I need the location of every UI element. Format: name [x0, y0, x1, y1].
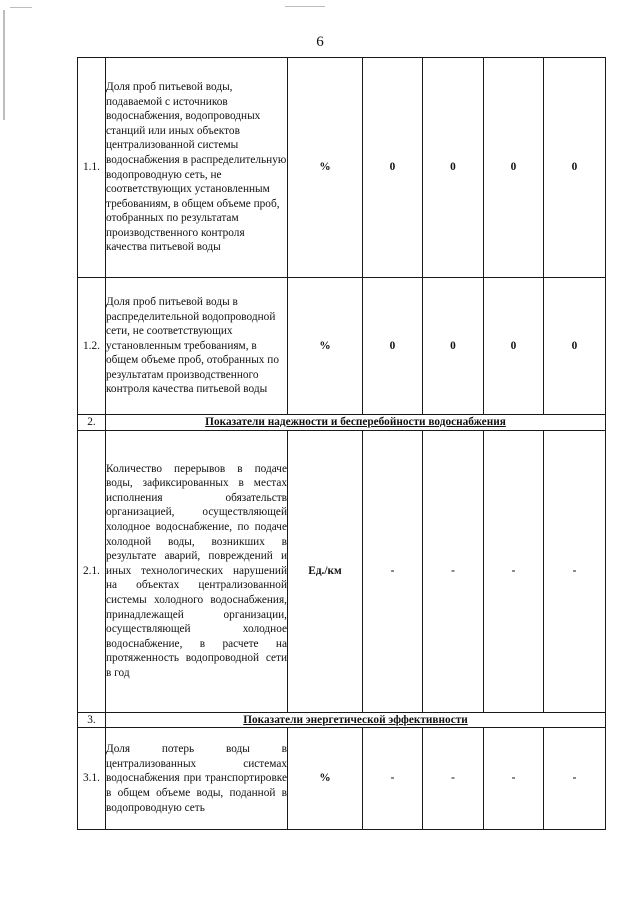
value-cell: 0	[363, 58, 423, 278]
section-number: 3.	[78, 712, 106, 728]
table-row	[78, 430, 606, 712]
indicator-description: Доля потерь воды в централизованных системах водоснабжения при транспортировке в общем объеме воды, поданной в водопроводную сеть	[106, 728, 288, 830]
row-number: 3.1.	[78, 728, 106, 830]
indicator-description: Доля проб питьевой воды в распределительной водопроводной сети, не соответствующих установленным требованиям, в общем объеме проб, отобранных по результатам производственного контроля качества питьевой воды	[106, 278, 288, 415]
table-row	[78, 58, 606, 278]
indicators-table	[77, 57, 606, 830]
page-number: 6	[316, 34, 324, 50]
value-cell: -	[544, 430, 606, 712]
table-row	[78, 278, 606, 415]
value-cell: 0	[544, 58, 606, 278]
value-cell: 0	[423, 278, 484, 415]
value-cell: -	[363, 728, 423, 830]
indicator-description: Доля проб питьевой воды, подаваемой с источников водоснабжения, водопроводных станций или иных объектов централизованной системы водоснабжения в распределительную водопроводную сеть, не соответствующих установленным требованиям, в общем объеме проб, отобранных по результатам производственного контроля качества питьевой воды	[106, 58, 288, 278]
section-title: Показатели энергетической эффективности	[106, 712, 606, 728]
value-cell: 0	[423, 58, 484, 278]
scan-artifact-top	[285, 6, 325, 7]
unit-cell: %	[288, 278, 363, 415]
unit-cell: %	[288, 728, 363, 830]
table-row	[78, 728, 606, 830]
value-cell: -	[363, 430, 423, 712]
indicator-description: Количество перерывов в подаче воды, зафиксированных в местах исполнения обязательств организацией, осуществляющей холодное водоснабжение, по подаче холодной воды, возникших в результате аварий, повреждений и иных технологических нарушений на объектах централизованной системы холодного водоснабжения, принадлежащей организации, осуществляющей холодное водоснабжение, в расчете на протяженность водопроводной сети в год	[106, 430, 288, 712]
unit-cell: Ед./км	[288, 430, 363, 712]
value-cell: -	[544, 728, 606, 830]
section-row	[78, 712, 606, 728]
value-cell: 0	[484, 278, 544, 415]
value-cell: 0	[544, 278, 606, 415]
value-cell: -	[484, 430, 544, 712]
unit-cell: %	[288, 58, 363, 278]
section-title: Показатели надежности и бесперебойности водоснабжения	[106, 415, 606, 431]
value-cell: 0	[363, 278, 423, 415]
row-number: 1.1.	[78, 58, 106, 278]
section-row	[78, 415, 606, 431]
value-cell: -	[484, 728, 544, 830]
value-cell: 0	[484, 58, 544, 278]
row-number: 1.2.	[78, 278, 106, 415]
section-number: 2.	[78, 415, 106, 431]
scan-artifact-left-edge	[3, 10, 5, 120]
value-cell: -	[423, 728, 484, 830]
scan-artifact-top	[10, 7, 32, 8]
row-number: 2.1.	[78, 430, 106, 712]
value-cell: -	[423, 430, 484, 712]
